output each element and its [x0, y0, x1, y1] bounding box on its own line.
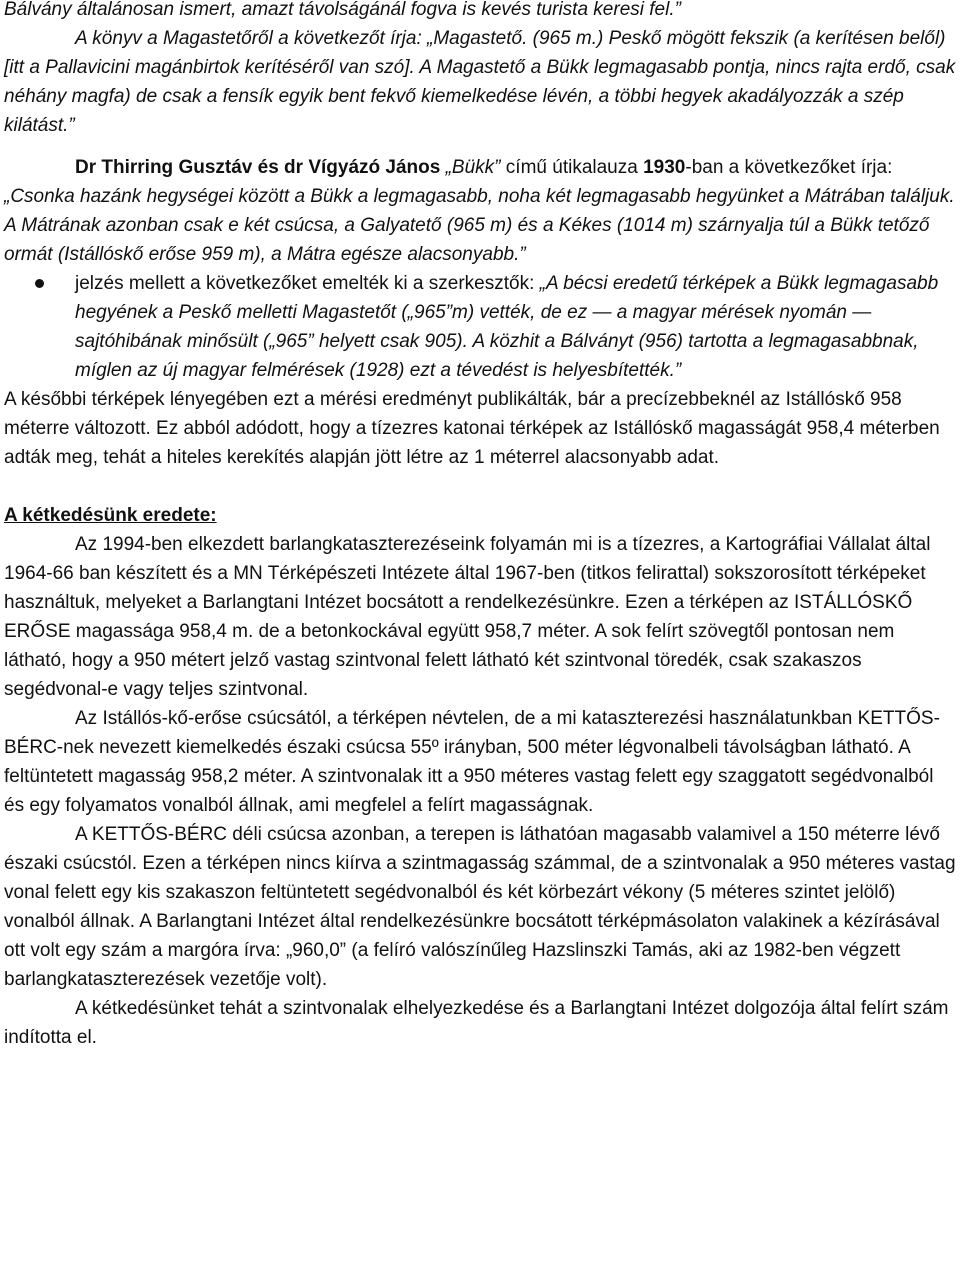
p-ketto-berc-text: A KETTŐS-BÉRC déli csúcsa azonban, a terepen is láthatóan magasabb valamivel a 150 méterre lévő északi csúcstól. Ezen a térképen nincs kiírva a szintmagasság számmal, de a szintvonalak a 950 méteres vastag vonal felett egy kis szakaszon feltüntetett segédvonalból és két körbezárt vékony (5 méteres szintet jelölő) vonalból állnak. A Barlangtani Intézet által rendelkezésünkre bocsátott térképmásolaton valakinek a kézírásával ott volt egy szám a margóra írva: „960,0” (a felíró valószínűleg Hazslinszki Tamás, aki az 1982-ben végzett barlangkataszterezések vezetője volt).: [4, 824, 956, 990]
paragraph-thirring: [4, 153, 956, 269]
paragraph-quote-end: [4, 0, 956, 24]
quote-end-text: Bálvány általánosan ismert, amazt távolságánál fogva is kevés turista keresi fel.”: [4, 0, 681, 20]
year-text: 1930: [643, 157, 686, 178]
section-heading: A kétkedésünk eredete:: [4, 505, 217, 526]
magasteto-quote-text: A könyv a Magastetőről a következőt írja: „Magastető. (965 m.) Peskő mögött fekszik (a kerítésen belől) [itt a Pallavicini magánbirtok kerítéséről van szó]. A Magastető a Bükk legmagasabb pontja, nincs rajta erdő, csak néhány magfa) de csak a fensík egyik bent fekvő kiemelkedése lévén, a többi hegyek akadályozzák a szép kilátást.”: [4, 28, 956, 136]
paragraph-ketto-berc: [4, 820, 956, 994]
paragraph-later-maps: [4, 385, 956, 472]
paragraph-1994: [4, 530, 956, 704]
document-page: [4, 0, 956, 1052]
bullet-paragraph: [75, 269, 956, 385]
paragraph-istallos: [4, 704, 956, 820]
thirring-quote: „Csonka hazánk hegységei között a Bükk a legmagasabb, noha két legmagasabb hegyünket a Mátrában találjuk. A Mátrának azonban csak e két csúcsa, a Galyatető (965 m) és a Kékes (1014 m) szárnyalja túl a Bükk tetőző ormát (Istállóskő erőse 959 m), a Mátra egésze alacsonyabb.”: [4, 186, 955, 265]
thirring-text-2: -ban a következőket írja:: [685, 157, 893, 178]
p-conclusion-text: A kétkedésünket tehát a szintvonalak elhelyezkedése és a Barlangtani Intézet dolgozója által felírt szám indította el.: [4, 998, 949, 1048]
book-title: „Bükk”: [445, 157, 501, 178]
bullet-text: jelzés mellett a következőket emelték ki a szerkesztők:: [75, 273, 540, 294]
later-maps-text: A későbbi térképek lényegében ezt a mérési eredményt publikálták, bár a precízebbeknél az Istállóskő 958 méterre változott. Ez abból adódott, hogy a tízezres katonai térképek az Istállóskő magasságát 958,4 méterben adták meg, tehát a hiteles kerekítés alapján jött létre az 1 méterrel alacsonyabb adat.: [4, 389, 940, 468]
authors-text: Dr Thirring Gusztáv és dr Vígyázó János: [75, 157, 441, 178]
bullet-quote: „A bécsi eredetű térképek a Bükk legmagasabb hegyének a Peskő melletti Magastetőt („965”m) vették, de ez — a magyar mérések nyomán — sajtóhibának minősült („965” helyett csak 905). A közhit a Bálványt (956) tartotta a legmagasabbnak, míglen az új magyar felmérések (1928) ezt a tévedést is helyesbítették.”: [75, 273, 939, 381]
bullet-icon: [35, 279, 44, 288]
thirring-text-1: című útikalauza: [500, 157, 644, 178]
paragraph-conclusion: [4, 994, 956, 1052]
paragraph-magasteto-quote: [4, 24, 956, 140]
p-1994-text: Az 1994-ben elkezdett barlangkataszterezéseink folyamán mi is a tízezres, a Kartográfiai Vállalat által 1964-66 ban készített és a MN Térképészeti Intézete által 1967-ben (titkos felirattal) sokszorosított térképeket használtuk, melyeket a Barlangtani Intézet bocsátott a rendelkezésünkre. Ezen a térképen az ISTÁLLÓSKŐ ERŐSE magassága 958,4 m. de a betonkockával együtt 958,7 méter. A sok felírt szövegtől pontosan nem látható, hogy a 950 métert jelző vastag szintvonal felett látható két szintvonal töredék, csak szakaszos segédvonal-e vagy teljes szintvonal.: [4, 534, 931, 700]
bullet-item: [4, 269, 956, 385]
p-istallos-text: Az Istállós-kő-erőse csúcsától, a térképen névtelen, de a mi kataszterezési használatunkban KETTŐS-BÉRC-nek nevezett kiemelkedés északi csúcsa 55º irányban, 500 méter légvonalbeli távolságban látható. A feltüntetett magasság 958,2 méter. A szintvonalak itt a 950 méteres vastag felett egy szaggatott segédvonalból és egy folyamatos vonalból állnak, ami megfelel a felírt magasságnak.: [4, 708, 940, 816]
